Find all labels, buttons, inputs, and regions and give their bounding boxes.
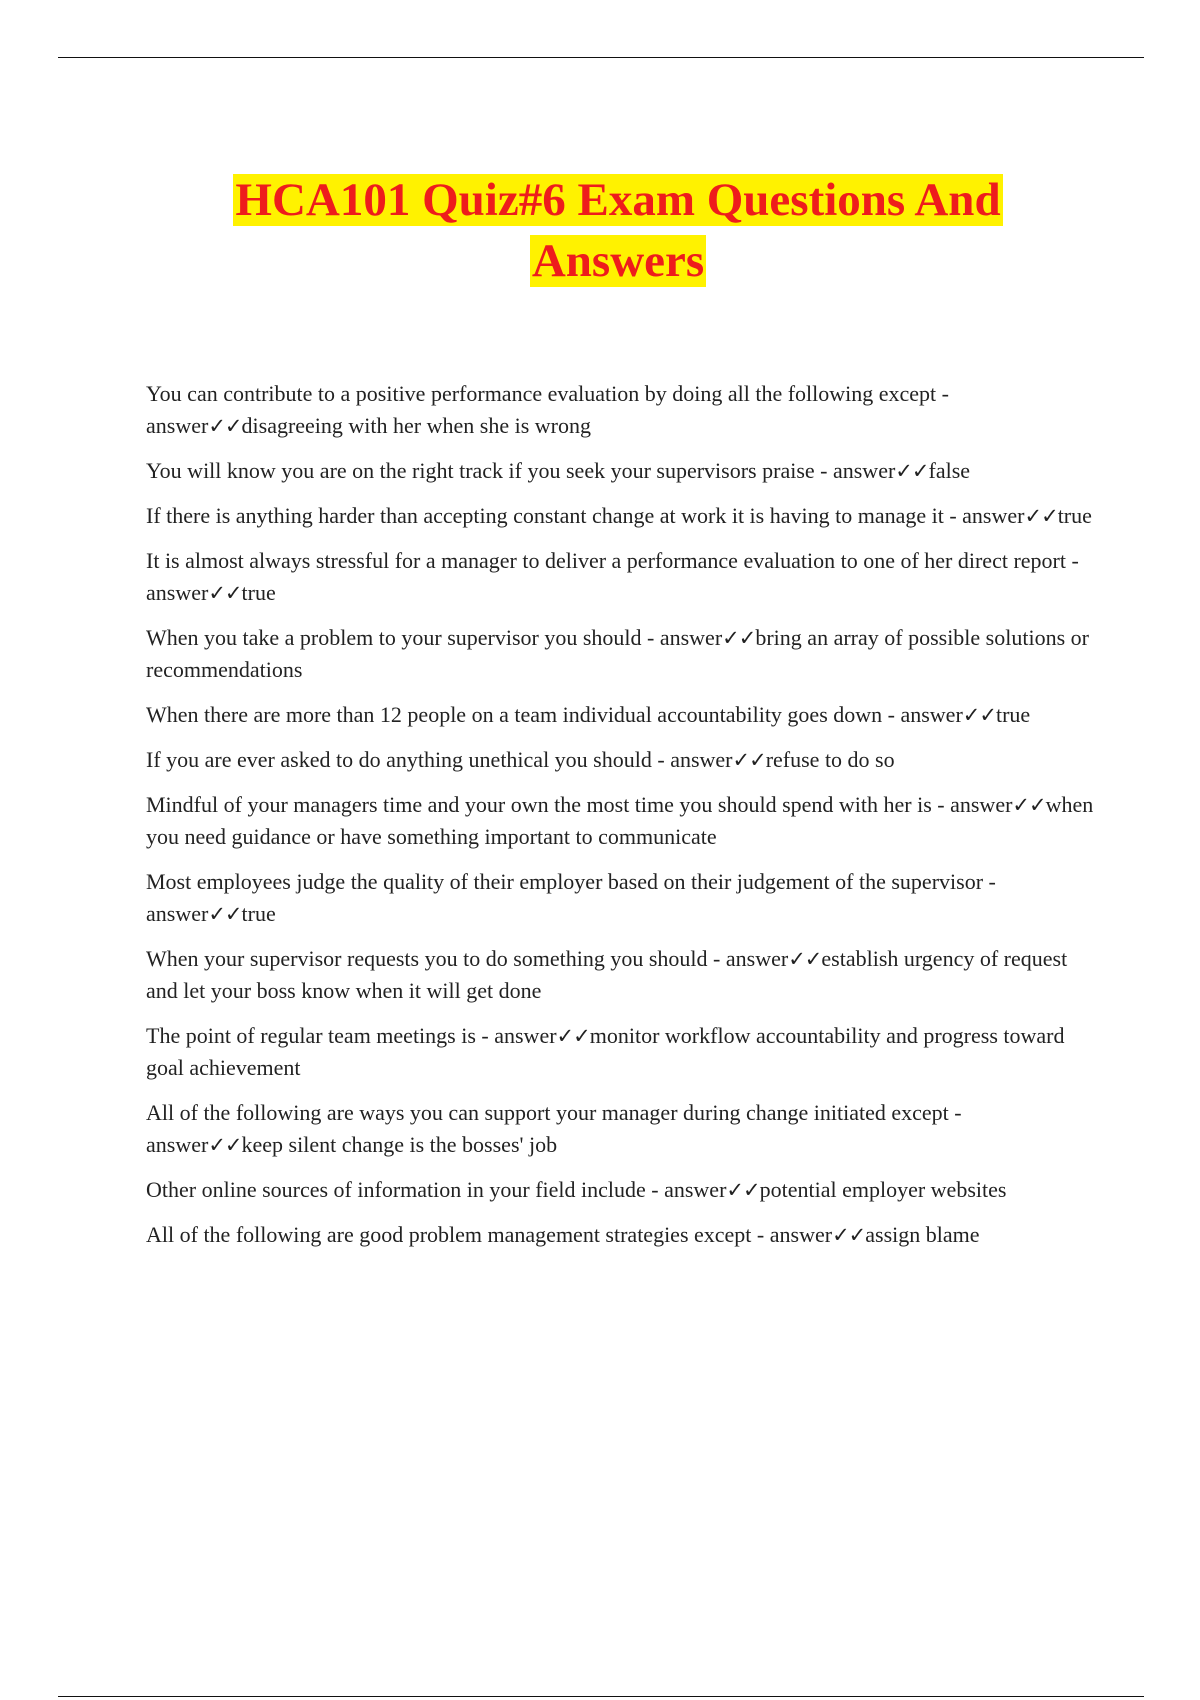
qa-item: [146, 1174, 1096, 1206]
double-check-icon: ✓✓: [208, 902, 242, 926]
qa-item: [146, 378, 1096, 442]
qa-item: [146, 1219, 1096, 1251]
answer-text: false: [928, 458, 971, 483]
double-check-icon: ✓✓: [962, 703, 996, 727]
answer-prefix: answer: [769, 1222, 833, 1247]
answer-text: establish urgency of request and let your boss know when it will get done: [146, 946, 1068, 1003]
answer-text: bring an array of possible solutions or recommendations: [146, 625, 1089, 682]
answer-prefix: answer: [146, 413, 209, 438]
question-text: Mindful of your managers time and your own the most time you should spend with her is -: [146, 792, 951, 817]
question-text: Other online sources of information in your field include -: [146, 1177, 665, 1202]
double-check-icon: ✓✓: [722, 626, 756, 650]
answer-text: true: [241, 580, 276, 605]
document-title: [150, 170, 1086, 292]
answer-text: when you need guidance or have something important to communicate: [146, 792, 1094, 849]
answer-prefix: answer: [962, 503, 1025, 528]
qa-item: [146, 455, 1096, 487]
answer-prefix: answer: [900, 702, 963, 727]
qa-item: [146, 943, 1096, 1007]
double-check-icon: ✓✓: [1012, 793, 1046, 817]
qa-item: [146, 789, 1096, 853]
title-line-1: HCA101 Quiz#6 Exam Questions And: [235, 174, 1001, 226]
question-text: You will know you are on the right track if you seek your supervisors praise -: [146, 458, 833, 483]
double-check-icon: ✓✓: [208, 414, 242, 438]
qa-item: [146, 500, 1096, 532]
double-check-icon: ✓✓: [208, 1133, 242, 1157]
answer-text: true: [241, 901, 276, 926]
answer-text: potential employer websites: [759, 1177, 1007, 1202]
question-text: All of the following are good problem management strategies except -: [146, 1222, 770, 1247]
bottom-rule: [58, 1696, 1144, 1697]
question-text: It is almost always stressful for a manager to deliver a performance evaluation to one of her direct report -: [146, 548, 1079, 573]
answer-prefix: answer: [146, 580, 209, 605]
question-text: When your supervisor requests you to do something you should -: [146, 946, 726, 971]
double-check-icon: ✓✓: [208, 581, 242, 605]
question-text: When you take a problem to your supervisor you should -: [146, 625, 660, 650]
question-text: All of the following are ways you can support your manager during change initiated except -: [146, 1100, 962, 1125]
answer-text: keep silent change is the bosses' job: [241, 1132, 558, 1157]
answer-text: monitor workflow accountability and progress toward goal achievement: [146, 1023, 1065, 1080]
qa-item: [146, 545, 1096, 609]
answer-prefix: answer: [725, 946, 789, 971]
double-check-icon: ✓✓: [1024, 504, 1058, 528]
qa-item: [146, 866, 1096, 930]
answer-prefix: answer: [664, 1177, 727, 1202]
question-text: The point of regular team meetings is -: [146, 1023, 495, 1048]
double-check-icon: ✓✓: [732, 748, 766, 772]
answer-prefix: answer: [659, 625, 723, 650]
qa-item: [146, 1020, 1096, 1084]
answer-prefix: answer: [950, 792, 1013, 817]
double-check-icon: ✓✓: [556, 1024, 590, 1048]
answer-prefix: answer: [146, 1132, 209, 1157]
top-rule: [58, 57, 1144, 58]
answer-text: refuse to do so: [765, 747, 895, 772]
answer-text: assign blame: [865, 1222, 980, 1247]
question-text: If you are ever asked to do anything unethical you should -: [146, 747, 671, 772]
answer-text: disagreeing with her when she is wrong: [241, 413, 591, 438]
answer-prefix: answer: [494, 1023, 557, 1048]
answer-text: true: [1057, 503, 1092, 528]
answer-prefix: answer: [832, 458, 896, 483]
double-check-icon: ✓✓: [895, 459, 929, 483]
question-text: If there is anything harder than accepting constant change at work it is having to manage it -: [146, 503, 963, 528]
answer-text: true: [995, 702, 1031, 727]
question-text: Most employees judge the quality of their employer based on their judgement of the supervisor -: [146, 869, 996, 894]
double-check-icon: ✓✓: [788, 947, 822, 971]
question-text: You can contribute to a positive performance evaluation by doing all the following except -: [146, 381, 949, 406]
qa-list: [146, 378, 1096, 1264]
double-check-icon: ✓✓: [726, 1178, 760, 1202]
qa-item: [146, 699, 1096, 731]
question-text: When there are more than 12 people on a team individual accountability goes down -: [146, 702, 901, 727]
answer-prefix: answer: [146, 901, 209, 926]
double-check-icon: ✓✓: [832, 1223, 866, 1247]
qa-item: [146, 622, 1096, 686]
answer-prefix: answer: [670, 747, 733, 772]
title-line-2: Answers: [531, 235, 705, 287]
qa-item: [146, 1097, 1096, 1161]
qa-item: [146, 744, 1096, 776]
